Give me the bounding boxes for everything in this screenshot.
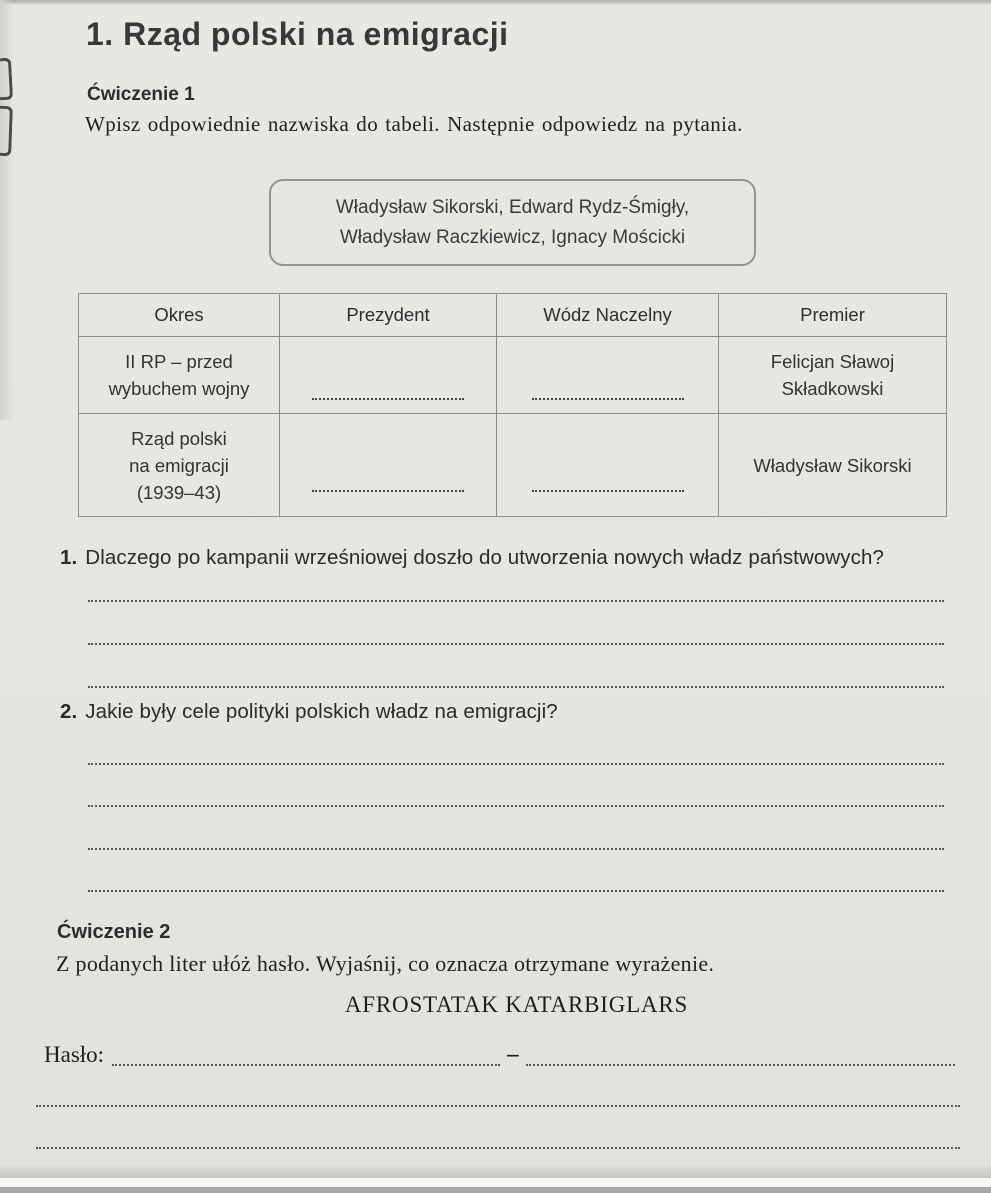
separator-dash: –: [507, 1041, 519, 1066]
cell-text-line: II RP – przed: [125, 351, 233, 372]
column-header-premier: Premier: [719, 294, 947, 337]
page-bottom-edge: [0, 1187, 991, 1193]
write-in-dots: [112, 1064, 500, 1066]
write-in-dots: [312, 490, 464, 492]
binding-mark-icon: [0, 106, 13, 156]
prezydent-write-in-cell: [280, 337, 497, 414]
password-row: [44, 1038, 955, 1068]
name-bank-box: [269, 179, 756, 266]
cell-text-line: wybuchem wojny: [108, 378, 250, 399]
exercise2-instruction: Z podanych liter ułóż hasło. Wyjaśnij, co oznacza otrzymane wyrażenie.: [56, 951, 715, 976]
page-bottom-edge: [0, 1166, 991, 1178]
write-in-dots: [532, 398, 684, 400]
table-header-row: [79, 294, 947, 337]
cell-text: [719, 414, 946, 516]
table-row: [79, 414, 947, 517]
table-row: [79, 337, 947, 414]
cell-text: [79, 414, 279, 516]
write-in-dots: [532, 490, 684, 492]
write-in-dots: [526, 1064, 955, 1066]
answer-line: [36, 1132, 960, 1149]
name-bank-line: Władysław Raczkiewicz, Ignacy Mościcki: [339, 226, 686, 248]
answer-line: [36, 1090, 960, 1107]
question-number: 2.: [60, 700, 78, 723]
answer-line: [88, 628, 944, 645]
letters-puzzle: AFROSTATAK KATARBIGLARS: [344, 992, 689, 1017]
answer-line: [88, 671, 944, 688]
password-label: Hasło:: [44, 1042, 105, 1067]
cell-text-line: Felicjan Sławoj: [770, 351, 895, 372]
answer-line: [88, 748, 944, 765]
question-2: [60, 700, 558, 724]
name-bank-line: Władysław Sikorski, Edward Rydz-Śmigły,: [335, 196, 690, 218]
page-top-edge: [0, 0, 991, 5]
binding-mark-icon: [0, 58, 13, 101]
answers-table: [78, 293, 947, 517]
question-text: Dlaczego po kampanii wrześniowej doszło do utworzenia nowych władz państwowych?: [85, 546, 884, 569]
answer-line: [88, 790, 944, 807]
okres-cell: [79, 414, 280, 517]
cell-text: [719, 337, 946, 413]
question-number: 1.: [60, 546, 78, 569]
question-text: Jakie były cele polityki polskich władz na emigracji?: [85, 700, 558, 723]
prezydent-write-in-cell: [280, 414, 497, 517]
answer-line: [88, 585, 944, 602]
cell-text-line: Władysław Sikorski: [753, 454, 912, 476]
wodz-naczelny-write-in-cell: [497, 337, 719, 414]
question-1: [60, 546, 884, 570]
answer-line: [88, 833, 944, 850]
premier-cell: [719, 337, 947, 414]
cell-text-line: Składkowski: [781, 378, 884, 399]
answer-line: [88, 875, 944, 892]
exercise1-instruction: Wpisz odpowiednie nazwiska do tabeli. Następnie odpowiedz na pytania.: [85, 112, 743, 136]
page-bottom-edge: [0, 1178, 991, 1187]
column-header-wodz-naczelny: Wódz Naczelny: [497, 294, 719, 337]
write-in-dots: [312, 398, 464, 400]
exercise1-heading: Ćwiczenie 1: [87, 84, 195, 105]
exercise2-heading: Ćwiczenie 2: [57, 921, 171, 943]
okres-cell: [79, 337, 280, 414]
premier-cell: [719, 414, 947, 517]
column-header-prezydent: Prezydent: [280, 294, 497, 337]
page-title: 1. Rząd polski na emigracji: [86, 16, 509, 52]
column-header-okres: Okres: [79, 294, 280, 337]
cell-text: [79, 337, 279, 413]
cell-text-line: na emigracji: [129, 454, 229, 476]
cell-text-line: Rząd polski: [131, 427, 227, 449]
cell-text-line: (1939–43): [136, 481, 222, 503]
wodz-naczelny-write-in-cell: [497, 414, 719, 517]
